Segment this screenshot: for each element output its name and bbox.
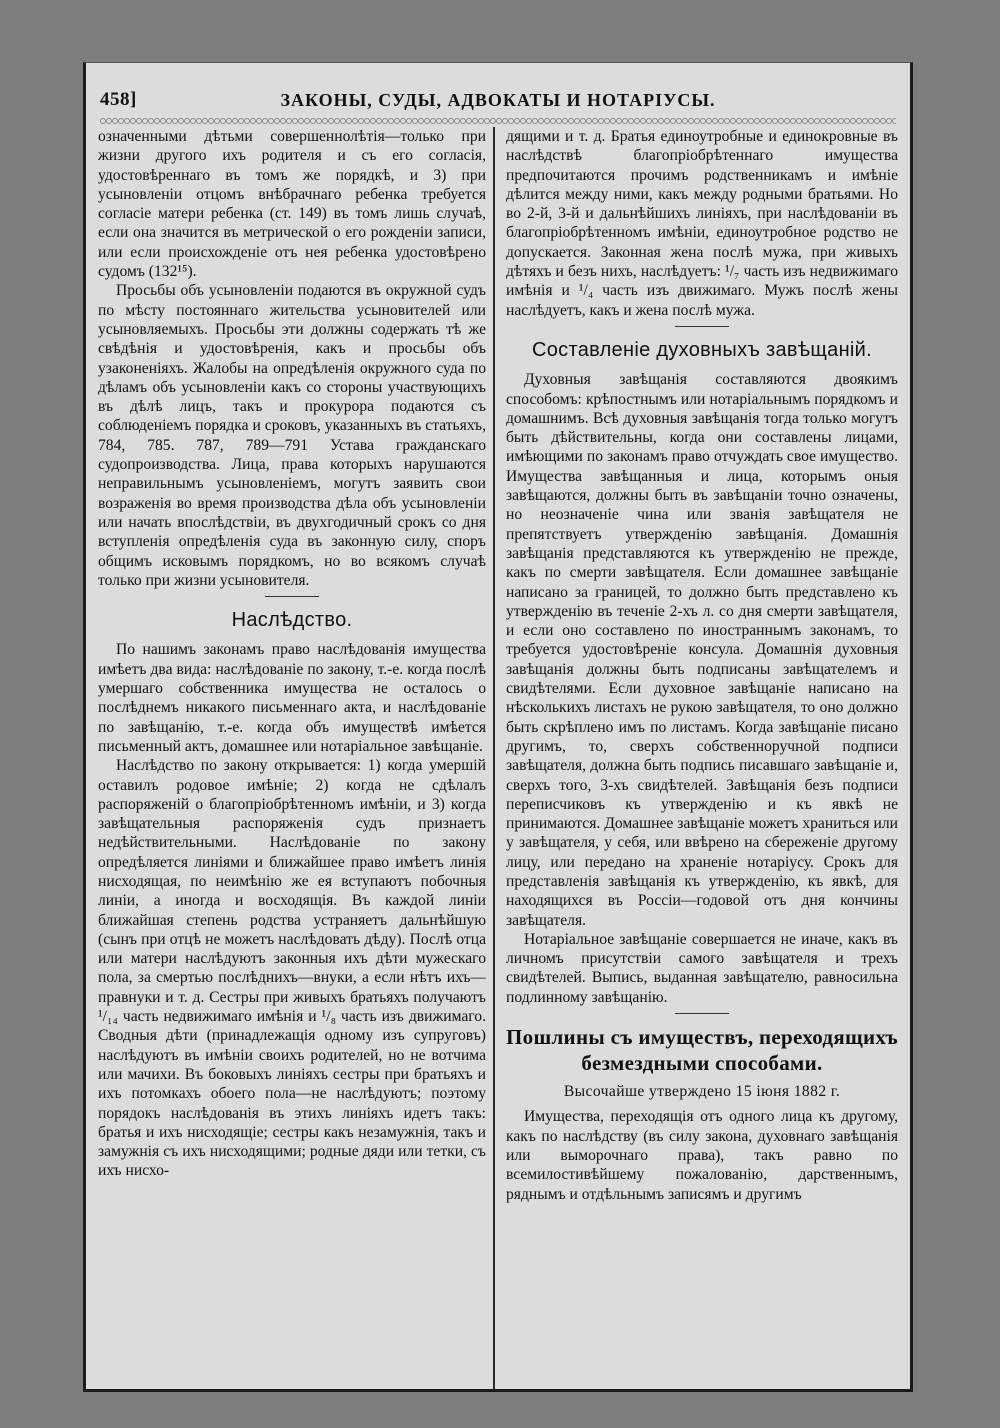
section-rule bbox=[675, 1013, 729, 1014]
right-paragraph-1: дящими и т. д. Братья единоутробные и единокровные въ наслѣдствѣ благопріобрѣтеннаго имущества предпочитаются прочимъ родственникамъ и имѣніе дѣлится между ними, какъ между родными братьями. Но во 2-й, 3-й и дальнѣйшихъ линіяхъ, при наслѣдованіи въ благопріобрѣтенномъ имѣніи, единоутробное родство не допускается. Законная жена послѣ мужа, при живыхъ дѣтяхъ и безъ нихъ, наслѣдуетъ: ¹/₇ часть изъ недвижимаго имѣнія и ¹/₄ часть изъ движимаго. Мужъ послѣ жены наслѣдуетъ, какъ и жена послѣ мужа. bbox=[506, 128, 898, 319]
left-column bbox=[98, 127, 486, 1385]
running-title: ЗАКОНЫ, СУДЫ, АДВОКАТЫ И НОТАРІУСЫ. bbox=[280, 89, 716, 110]
right-paragraph-4: Имущества, переходящія отъ одного лица къ другому, какъ по наслѣдству (въ силу закона, духовнаго завѣщанія или выморочнаго права), такъ равно по всемилостивѣйшему пожалованію, дарственнымъ, ряднымъ и отдѣльнымъ записямъ и другимъ bbox=[506, 1108, 898, 1203]
page-header bbox=[100, 85, 896, 115]
section-rule bbox=[265, 596, 319, 597]
right-column bbox=[506, 127, 898, 1385]
column-divider bbox=[493, 127, 495, 1389]
right-paragraph-2: Духовныя завѣщанія составляются двоякимъ способомъ: крѣпостнымъ или нотаріальнымъ порядкомъ и домашнимъ. Всѣ духовныя завѣщанія тогда только могутъ быть дѣйствительны, когда они составлены лицами, имѣющими по законамъ право отчуждать свое имущество. Имущества завѣщанныя и лица, которымъ оныя завѣщаются, должны быть въ завѣщаніи точно означены, но неозначеніе чина или званія завѣщателя не препятствуетъ утвержденію завѣщанія. Домашнія завѣщанія представляются къ утвержденію не прежде, какъ по смерти завѣщателя. Если домашнее завѣщаніе написано за границей, то должно быть представлено къ утвержденію въ теченіе 2-хъ л. со дня смерти завѣщателя, и если оно составлено по иностраннымъ законамъ, то требуется удостовѣреніе консула. Домашнія духовныя завѣщанія должны быть подписаны завѣщателемъ и свидѣтелями. Если духовное завѣщаніе написано на нѣсколькихъ листахъ не рукою завѣщателя, то оно должно быть скрѣплено имъ по листамъ. Когда завѣщаніе писано другимъ, то, сверхъ собственноручной подписи завѣщателя, должна быть подпись писавшаго завѣщаніе и, сверхъ того, 3-хъ свидѣтелей. Завѣщанія безъ подписи переписчиковъ къ утвержденію и къ явкѣ не принимаются. Домашнее завѣщаніе можетъ храниться или у завѣщателя, у себя, или ввѣрено на сбереженіе другому лицу, или передано на храненіе нотаріусу. Срокъ для представленія завѣщанія къ утвержденію, къ явкѣ, для находящихся въ Россіи—годовой отъ дня кончины завѣщателя. bbox=[506, 371, 898, 929]
section-rule bbox=[675, 326, 729, 327]
right-paragraph-3: Нотаріальное завѣщаніе совершается не иначе, какъ въ личномъ присутствіи самого завѣщателя и трехъ свидѣтелей. Выпись, выданная завѣщателю, равносильна подлинному завѣщанію. bbox=[506, 930, 898, 1006]
left-paragraph-4: Наслѣдство по закону открывается: 1) когда умершій оставилъ родовое имѣніе; 2) когда не сдѣлалъ распоряженій о благопріобрѣтенномъ имѣніи, и 3) когда завѣщательныя распоряженія судъ признаетъ недѣйствительными. Наслѣдованіе по закону опредѣляется линіями и ближайшее право имѣетъ линія нисходящая, по неимѣнію же ея вступаютъ побочныя линіи, а иногда и восходящія. Въ каждой линіи ближайшая степень родства устраняетъ дальнѣйшую (сынъ при отцѣ не можетъ наслѣдовать дѣду). Послѣ отца или матери наслѣдуютъ законныя ихъ дѣти мужескаго пола, за смертью послѣднихъ—внуки, а если нѣтъ ихъ—правнуки и т. д. Сестры при живыхъ братьяхъ получаютъ ¹/₁₄ часть недвижимаго имѣнія и ¹/₈ часть изъ движимаго. Сводныя дѣти (принадлежащія одному изъ супруговъ) наслѣдуютъ въ имѣніи своихъ родителей, но не вотчима или мачихи. Въ боковыхъ линіяхъ сестры при братьяхъ и ихъ потомкахъ обоего пола—не наслѣдуютъ; поэтому порядокъ наслѣдованія въ этихъ линіяхъ идетъ такъ: братья и ихъ нисходящіе; сестры какъ незамужнія, такъ и замужнія съ ихъ нисходящими; родные дяди или тетки, съ ихъ нисхо- bbox=[98, 757, 486, 1180]
left-paragraph-2: Просьбы объ усыновленіи подаются въ окружной судъ по мѣсту постояннаго жительства усыновителей или усыновляемыхъ. Просьбы эти должны содержать тѣ же свѣдѣнія и удостовѣренія, какъ и просьбы объ узаконеніяхъ. Жалобы на опредѣленія окружного суда по дѣламъ объ усыновленіи какъ со стороны участвующихъ въ дѣлѣ лицъ, такъ и прокурора подаются съ соблюденіемъ порядка и сроковъ, указанныхъ въ статьяхъ, 784, 785. 787, 789—791 Устава гражданскаго судопроизводства. Лица, права которыхъ нарушаются неправильнымъ усыновленіемъ, могутъ заявить свои возраженія во время производства дѣла объ усыновленіи или начать впослѣдствіи, въ двухгодичный срокъ со дня вступленія опредѣленія суда въ законную силу, споръ общимъ исковымъ порядкомъ, но во всякомъ случаѣ только при жизни усыновителя. bbox=[98, 282, 486, 589]
decree-dateline: Высочайше утверждено 15 іюня 1882 г. bbox=[563, 1083, 841, 1101]
section-heading-wills: Составленіе духовныхъ завѣщаній. bbox=[532, 338, 872, 361]
left-paragraph-3: По нашимъ законамъ право наслѣдованія имущества имѣетъ два вида: наслѣдованіе по закону, т.-е. когда послѣ умершаго собственника имущества не осталось о послѣднемъ никакого письменнаго акта, и наслѣдованіе по завѣщанію, т.-е. когда объ имуществѣ имѣется письменный актъ, домашнее или нотаріальное завѣщаніе. bbox=[98, 641, 486, 755]
header-wavy-rule bbox=[100, 117, 896, 125]
section-heading-inheritance: Наслѣдство. bbox=[231, 609, 353, 632]
book-page bbox=[83, 62, 913, 1392]
section-heading-duties: Пошлины съ имуществъ, переходящихъ безмездными способами. bbox=[506, 1025, 898, 1076]
page-number: 458] bbox=[100, 89, 137, 110]
left-paragraph-1: означенными дѣтьми совершеннолѣтія—только при жизни другого ихъ родителя и съ его согласія, удостовѣреннаго въ томъ же порядкѣ, и 3) при усыновленіи отцомъ внѣбрачнаго ребенка требуется согласіе матери ребенка (ст. 149) въ томъ лишь случаѣ, если она значится въ метрической о его рожденіи записи, или если происхожденіе отъ нея ребенка удостовѣрено судомъ (132¹⁵). bbox=[98, 128, 486, 281]
